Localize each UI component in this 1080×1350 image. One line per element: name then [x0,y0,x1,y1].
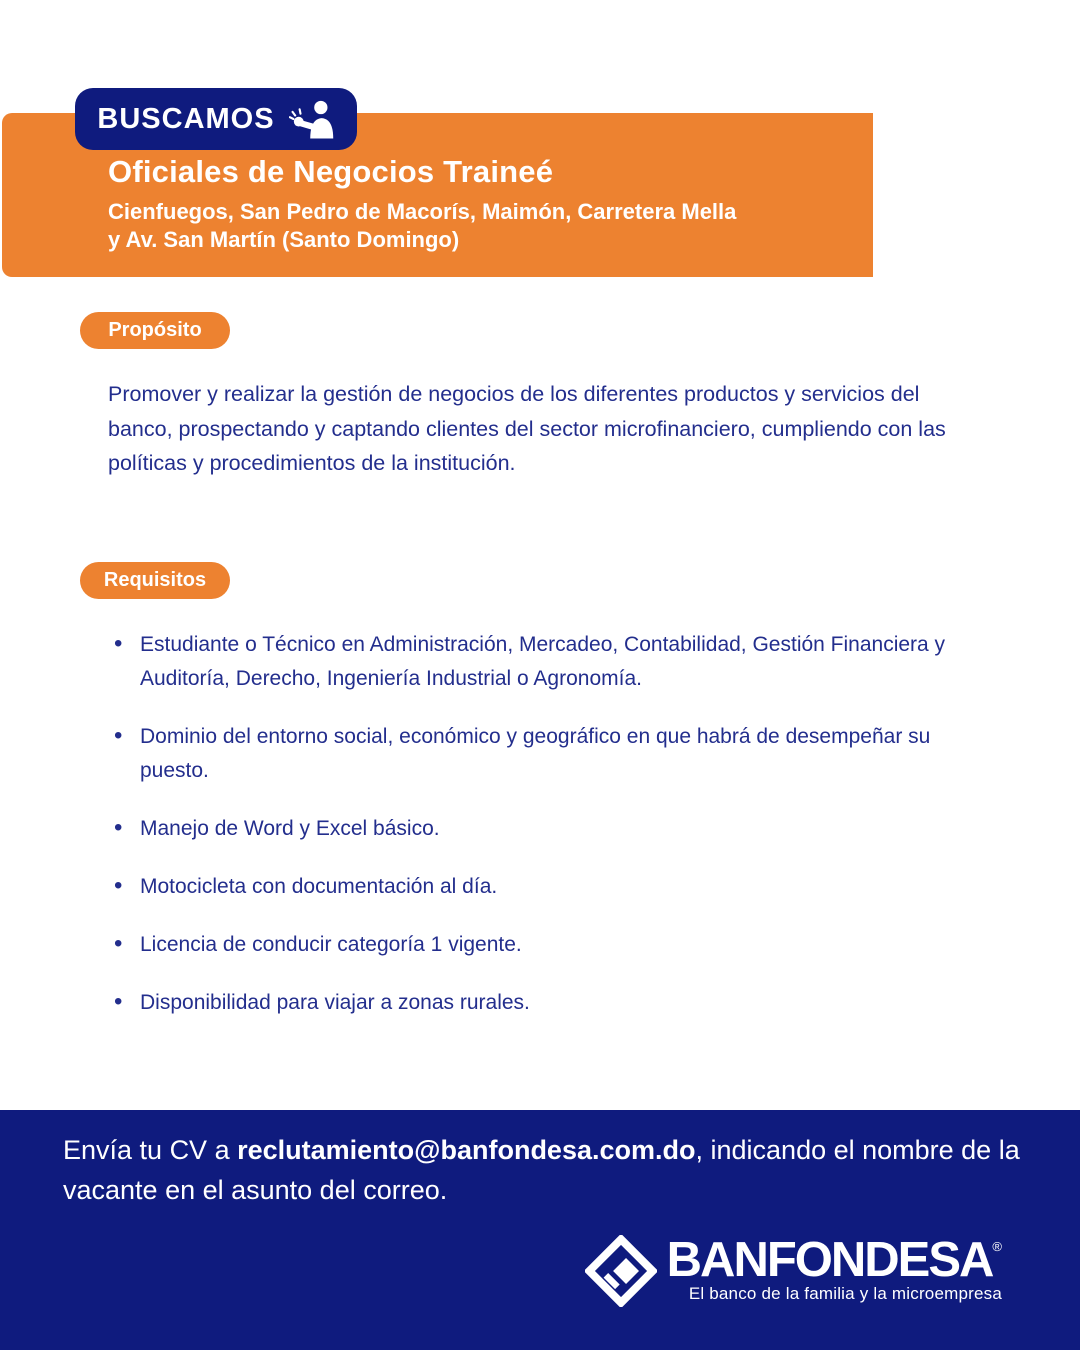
recruitment-email-link[interactable]: reclutamiento@banfondesa.com.do [237,1135,696,1165]
requirement-item: • Manejo de Word y Excel básico. [112,812,992,846]
person-waving-icon [289,99,335,139]
requirements-list [112,628,992,1044]
buscamos-badge [75,88,357,150]
logo-wordmark: BANFONDESA [666,1233,993,1287]
registered-trademark-mark: ® [992,1239,1002,1254]
logo-text-block [666,1233,1002,1304]
cv-instructions-suffix: , indicando el nombre de la vacante en el asunto del correo. [63,1135,1020,1205]
banfondesa-logo [585,1235,1002,1307]
banfondesa-diamond-icon [585,1235,657,1307]
logo-wordline [666,1233,1002,1287]
job-title: Oficiales de Negocios Traineé [108,154,554,189]
buscamos-label: BUSCAMOS [97,102,275,135]
requirement-item: • Dominio del entorno social, económico y geográfico en que habrá de desempeñar su puesto. [112,720,992,788]
requirements-section-pill [80,562,230,599]
purpose-section-label: Propósito [108,319,202,341]
job-locations-line2: y Av. San Martín (Santo Domingo) [108,227,460,252]
requirement-item: • Motocicleta con documentación al día. [112,870,992,904]
purpose-section-pill [80,312,230,349]
requirements-section-label: Requisitos [103,569,207,591]
requirement-item: • Disponibilidad para viajar a zonas rurales. [112,986,992,1020]
requirement-item: • Licencia de conducir categoría 1 vigente. [112,928,992,962]
cv-instructions [63,1130,1028,1210]
cv-instructions-prefix: Envía tu CV a [63,1135,238,1165]
logo-tagline: El banco de la familia y la microempresa [688,1284,1002,1303]
job-locations-line1: Cienfuegos, San Pedro de Macorís, Maimón, Carretera Mella [108,199,737,224]
requirement-item: • Estudiante o Técnico en Administración, Mercadeo, Contabilidad, Gestión Financiera y Auditoría, Derecho, Ingeniería Industrial o Agronomía. [112,628,992,696]
job-locations [108,198,843,254]
footer [0,1110,1080,1350]
purpose-body-text: Promover y realizar la gestión de negocios de los diferentes productos y servicios del banco, prospectando y captando clientes del sector microfinanciero, cumpliendo con las políticas y procedimientos de la institución. [108,382,946,475]
